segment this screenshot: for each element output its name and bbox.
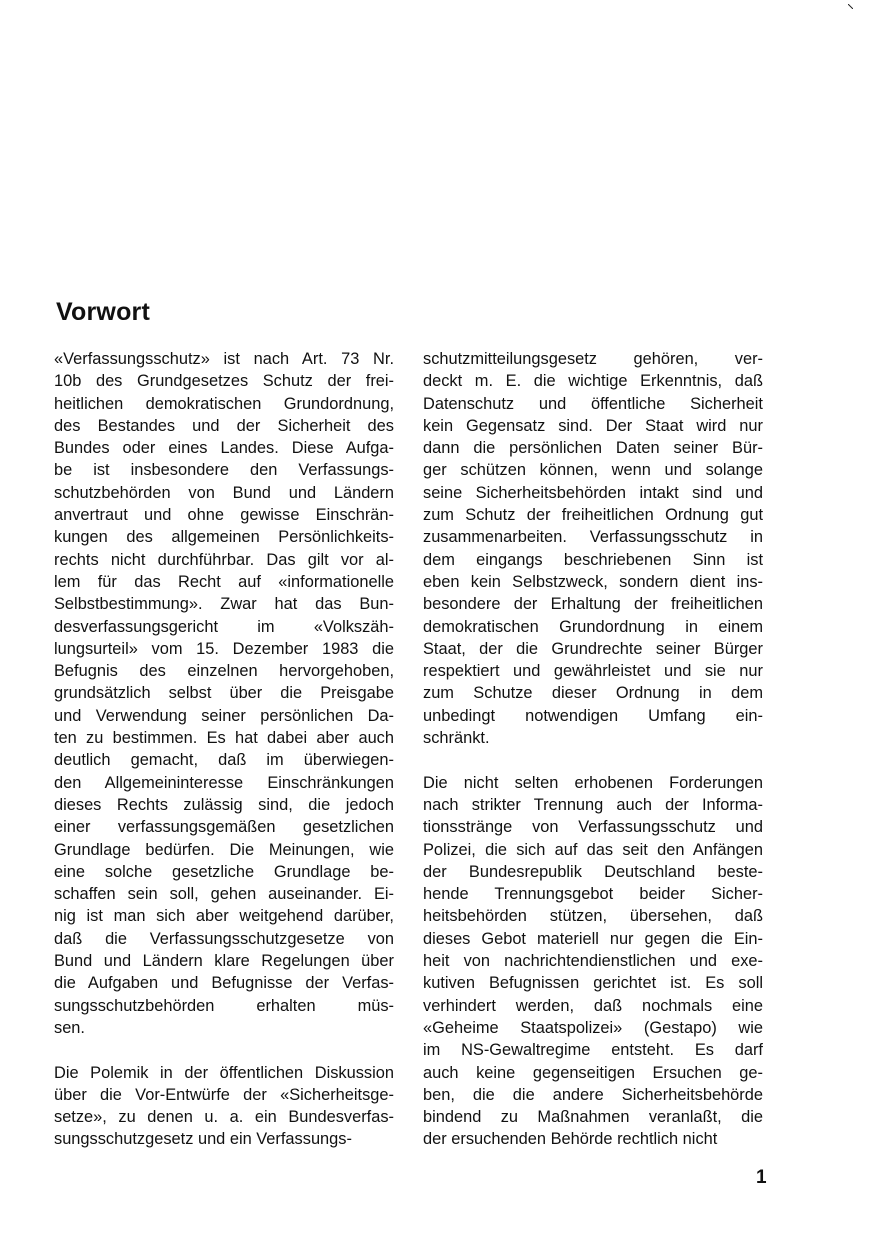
text-line: sungsschutzbehörden erhalten müs- bbox=[54, 996, 394, 1015]
text-line: sen. bbox=[54, 1018, 85, 1037]
text-line: lungsurteil» vom 15. Dezember 1983 die bbox=[54, 639, 394, 658]
text-line: kutiven Befugnissen gerichtet ist. Es soll bbox=[423, 974, 763, 993]
text-line: deckt m. E. die wichtige Erkenntnis, daß bbox=[423, 372, 763, 391]
text-line: Polizei, die sich auf das seit den Anfängen bbox=[423, 840, 763, 859]
text-line: nach strikter Trennung auch der Informa- bbox=[423, 795, 763, 814]
paragraph bbox=[54, 348, 394, 1039]
text-line: lem für das Recht auf «informationelle bbox=[54, 572, 394, 591]
text-line: besondere der Erhaltung der freiheitlichen bbox=[423, 595, 763, 614]
text-line: deutlich gemacht, daß im überwiegen- bbox=[54, 751, 394, 770]
text-line: schaffen sein soll, gehen auseinander. Ei- bbox=[54, 885, 394, 904]
text-line: Bund und Ländern klare Regelungen über bbox=[54, 952, 394, 971]
text-line: der Bundesrepublik Deutschland beste- bbox=[423, 862, 763, 881]
text-line: respektiert und gewährleistet und sie nur bbox=[423, 662, 763, 681]
text-line: schutzbehörden von Bund und Ländern bbox=[54, 483, 394, 502]
text-line: Die nicht selten erhobenen Forderungen bbox=[423, 773, 763, 792]
text-line: Die Polemik in der öffentlichen Diskussion bbox=[54, 1063, 394, 1082]
text-line: hende Trennungsgebot beider Sicher- bbox=[423, 885, 763, 904]
text-line: einer verfassungsgemäßen gesetzlichen bbox=[54, 818, 394, 837]
text-line: daß die Verfassungsschutzgesetze von bbox=[54, 929, 394, 948]
text-line: Selbstbestimmung». Zwar hat das Bun- bbox=[54, 595, 394, 614]
text-line: desverfassungsgericht im «Volkszäh- bbox=[54, 617, 394, 636]
text-line: grundsätzlich selbst über die Preisgabe bbox=[54, 684, 394, 703]
text-line: rechts nicht durchführbar. Das gilt vor al- bbox=[54, 550, 394, 569]
text-line: dann die persönlichen Daten seiner Bür- bbox=[423, 439, 763, 458]
left-column bbox=[54, 348, 394, 1151]
page-title: Vorwort bbox=[56, 298, 150, 326]
paragraph bbox=[54, 1062, 394, 1151]
text-line: auch keine gegenseitigen Ersuchen ge- bbox=[423, 1063, 763, 1082]
text-line: verhindert werden, daß nochmals eine bbox=[423, 996, 763, 1015]
text-line: 10b des Grundgesetzes Schutz der frei- bbox=[54, 372, 394, 391]
text-line: eben kein Selbstzweck, sondern dient ins- bbox=[423, 572, 763, 591]
text-line: ger schützen können, wenn und solange bbox=[423, 461, 763, 480]
scan-speck bbox=[848, 4, 853, 9]
text-line: des Bestandes und der Sicherheit des bbox=[54, 416, 394, 435]
text-line: «Geheime Staatspolizei» (Gestapo) wie bbox=[423, 1018, 763, 1037]
text-line: demokratischen Grundordnung in einem bbox=[423, 617, 763, 636]
paragraph bbox=[423, 772, 763, 1151]
text-line: dieses Rechts zulässig sind, die jedoch bbox=[54, 795, 394, 814]
text-line: seine Sicherheitsbehörden intakt sind und bbox=[423, 483, 763, 502]
text-line: kungen des allgemeinen Persönlichkeits- bbox=[54, 528, 394, 547]
text-line: über die Vor-Entwürfe der «Sicherheitsge- bbox=[54, 1085, 394, 1104]
text-line: «Verfassungsschutz» ist nach Art. 73 Nr. bbox=[54, 350, 394, 368]
text-line: sungsschutzgesetz und ein Verfassungs- bbox=[54, 1130, 352, 1149]
text-line: heit von nachrichtendienstlichen und exe- bbox=[423, 952, 763, 971]
text-line: Bundes oder eines Landes. Diese Aufga- bbox=[54, 439, 394, 458]
text-line: schränkt. bbox=[423, 729, 490, 748]
text-line: Grundlage bedürfen. Die Meinungen, wie bbox=[54, 840, 394, 859]
text-line: zum Schutz der freiheitlichen Ordnung gut bbox=[423, 506, 763, 525]
text-line: ten zu bestimmen. Es hat dabei aber auch bbox=[54, 729, 394, 748]
text-line: zum Schutze dieser Ordnung in dem bbox=[423, 684, 763, 703]
text-line: tionsstränge von Verfassungsschutz und bbox=[423, 818, 763, 837]
text-line: im NS-Gewaltregime entsteht. Es darf bbox=[423, 1041, 763, 1060]
text-line: nig ist man sich aber weitgehend darüber, bbox=[54, 907, 394, 926]
text-line: und Verwendung seiner persönlichen Da- bbox=[54, 706, 394, 725]
right-column bbox=[423, 348, 763, 1151]
text-line: zusammenarbeiten. Verfassungsschutz in bbox=[423, 528, 763, 547]
text-line: kein Gegensatz sind. Der Staat wird nur bbox=[423, 416, 763, 435]
paragraph bbox=[423, 348, 763, 749]
text-line: be ist insbesondere den Verfassungs- bbox=[54, 461, 394, 480]
text-line: setze», zu denen u. a. ein Bundesverfas- bbox=[54, 1108, 394, 1127]
text-line: den Allgemeininteresse Einschränkungen bbox=[54, 773, 394, 792]
text-line: der ersuchenden Behörde rechtlich nicht bbox=[423, 1130, 718, 1149]
text-line: heitsbehörden stützen, übersehen, daß bbox=[423, 907, 763, 926]
text-line: eine solche gesetzliche Grundlage be- bbox=[54, 862, 394, 881]
text-line: Befugnis des einzelnen hervorgehoben, bbox=[54, 662, 394, 681]
text-line: dem eingangs beschriebenen Sinn ist bbox=[423, 550, 763, 569]
text-line: Datenschutz und öffentliche Sicherheit bbox=[423, 394, 763, 413]
text-line: die Aufgaben und Befugnisse der Verfas- bbox=[54, 974, 394, 993]
text-line: Staat, der die Grundrechte seiner Bürger bbox=[423, 639, 763, 658]
text-line: dieses Gebot materiell nur gegen die Ein- bbox=[423, 929, 763, 948]
text-line: anvertraut und ohne gewisse Einschrän- bbox=[54, 506, 394, 525]
text-line: ben, die die andere Sicherheitsbehörde bbox=[423, 1085, 763, 1104]
text-line: bindend zu Maßnahmen veranlaßt, die bbox=[423, 1108, 763, 1127]
page-number: 1 bbox=[756, 1167, 767, 1188]
text-line: unbedingt notwendigen Umfang ein- bbox=[423, 706, 763, 725]
text-line: heitlichen demokratischen Grundordnung, bbox=[54, 394, 394, 413]
text-line: schutzmitteilungsgesetz gehören, ver- bbox=[423, 350, 763, 368]
